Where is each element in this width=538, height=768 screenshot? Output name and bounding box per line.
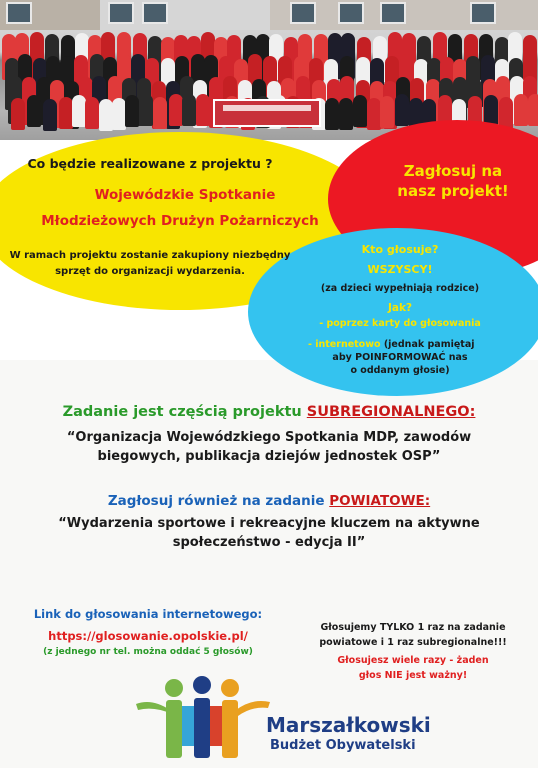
online-voting-link[interactable]: https://glosowanie.opolskie.pl/ [48,629,248,643]
crowd-person [339,98,353,130]
how-heading: Jak? [387,302,413,314]
crowd-person [43,99,57,131]
crowd-person [514,94,528,126]
crowd-person [182,94,196,126]
window [380,2,406,24]
window [290,2,316,24]
how-online-label: - internetowo [308,339,381,350]
rule-line-4: głos NIE jest ważny! [358,670,468,681]
online-voting-title: Link do głosowania internetowego: [33,607,263,621]
window [6,2,32,24]
project-banner [213,99,321,127]
crowd-person [395,94,409,126]
county-quote-line-1: “Wydarzenia sportowe i rekreacyjne kluczem na aktywne [58,516,480,531]
crowd-person [99,99,113,131]
window [470,2,496,24]
crowd-person [169,94,183,126]
county-lead [0,493,538,509]
how-online-line-2: aby POINFORMOWAĆ nas [332,352,468,363]
how-online-note: (jednak pamiętaj [380,339,475,350]
county-lead-text: Zagłosuj również na zadanie [107,493,330,509]
window [338,2,364,24]
logo-title: Marszałkowski [266,713,431,737]
online-voting-note: (z jednego nr tel. można oddać 5 głosów) [43,647,253,657]
crowd-person [72,95,86,127]
how-cards: - poprzez karty do głosowania [319,318,481,329]
county-highlight: POWIATOWE: [329,493,431,509]
project-description-line-1: W ramach projektu zostanie zakupiony niezbędny [9,250,291,261]
project-question: Co będzie realizowane z projektu ? [27,156,273,171]
subregional-lead [0,404,538,420]
vote-call-line-2: nasz projekt! [397,182,509,200]
budget-logo-icon [132,676,272,760]
crowd-person [139,94,153,126]
subregional-highlight: SUBREGIONALNEGO: [306,404,476,420]
crowd-person [27,95,41,127]
project-name-line-1: Wojewódzkie Spotkanie [94,187,276,203]
rule-line-3: Głosujesz wiele razy - żaden [337,655,489,666]
crowd-person [380,96,394,128]
crowd-person [153,97,167,129]
crowd-person [59,97,73,129]
rule-line-2: powiatowe i 1 raz subregionalne!!! [319,637,507,648]
how-online-line-3: o oddanym głosie) [350,365,450,376]
window [142,2,168,24]
crowd-person [112,98,126,130]
crowd-person [325,98,339,130]
who-votes-heading: Kto głosuje? [361,243,439,256]
crowd-person [125,95,139,127]
group-photo [0,0,538,140]
logo-subtitle: Budżet Obywatelski [270,738,416,753]
crowd-person [11,98,25,130]
project-name-line-2: Młodzieżowych Drużyn Pożarniczych [41,213,319,229]
county-quote-line-2: społeczeństwo - edycja II” [172,535,366,550]
subregional-lead-text: Zadanie jest częścią projektu [62,404,307,420]
project-description-line-2: sprzęt do organizacji wydarzenia. [55,266,245,277]
subregional-quote-line-2: biegowych, publikacja dziejów jednostek OSP” [97,449,441,464]
crowd-person [353,95,367,127]
rule-line-1: Głosujemy TYLKO 1 raz na zadanie [320,622,506,633]
crowd-person [85,97,99,129]
who-votes-answer: WSZYSCY! [367,263,433,276]
how-online [308,339,475,350]
window [108,2,134,24]
crowd-person [196,94,210,126]
who-votes-note: (za dzieci wypełniają rodzice) [320,283,480,294]
crowd-person [367,98,381,130]
crowd-person [528,94,538,126]
subregional-quote-line-1: “Organizacja Wojewódzkiego Spotkania MDP, zawodów [66,430,472,445]
vote-call-line-1: Zagłosuj na [403,162,503,180]
